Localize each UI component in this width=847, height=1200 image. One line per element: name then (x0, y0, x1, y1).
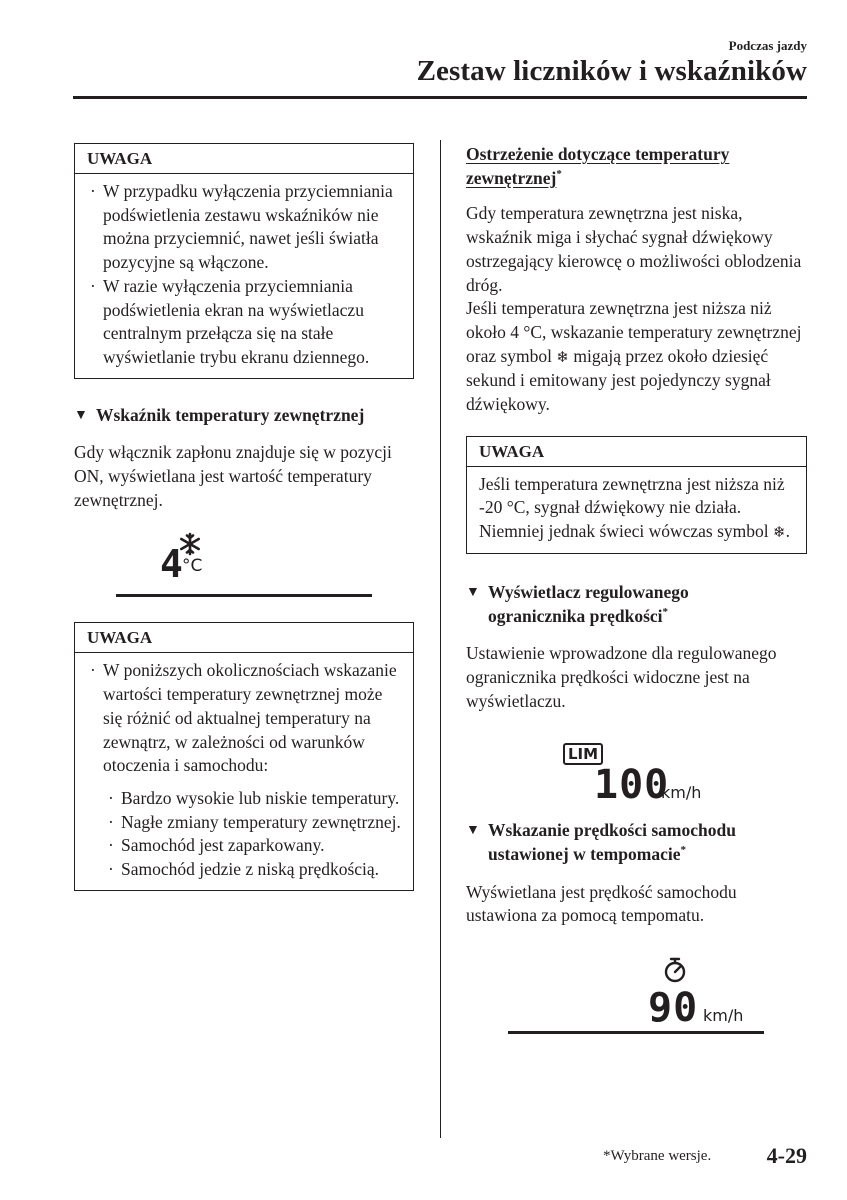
snowflake-icon: ❄ (773, 523, 786, 542)
note-subitem: · Nagłe zmiany temperatury zewnętrznej. (107, 811, 405, 835)
note-intro: · W poniższych okolicznościach wskazanie wartości temperatury zewnętrznej może się różnić od aktualnej temperatury na zewnątrz, w zależności od warunków otoczenia i samochodu: (89, 659, 405, 778)
note-subitem: · Samochód jest zaparkowany. (107, 834, 405, 858)
note-text: Jeśli temperatura zewnętrzna jest niższa niż -20 °C, sygnał dźwiękowy nie działa. Niemniej jednak świeci wówczas symbol ❄. (479, 473, 790, 542)
temperature-display (74, 512, 414, 602)
limiter-value: 100 (594, 762, 670, 809)
section-text: Gdy włącznik zapłonu znajduje się w pozycji ON, wyświetlana jest wartość temperatury zewnętrznej. (74, 442, 392, 510)
note-subitem: · Samochód jedzie z niską prędkością. (107, 858, 405, 882)
cruise-speed-display (466, 928, 807, 1038)
temperature-unit: °C (182, 556, 203, 577)
section-heading: ▼ Wskaźnik temperatury zewnętrznej (74, 404, 414, 428)
cruise-unit: km/h (703, 1006, 744, 1026)
warning-text-2: Jeśli temperatura zewnętrzna jest niższa niż około 4 °C, wskazanie temperatury zewnętrznej oraz symbol ❄ migają przez około dziesięć sekund i emitowany jest pojedynczy sygnał dźwiękowy. (466, 298, 802, 415)
left-column (74, 143, 414, 891)
section-heading: ▼ Wskazanie prędkości samochodu ustawionej w tempomacie* (466, 819, 807, 866)
page-title: Zestaw liczników i wskaźników (416, 55, 807, 87)
warning-text: Gdy temperatura zewnętrzna jest niska, wskaźnik miga i słychać sygnał dźwiękowy ostrzegający kierowcę o możliwości oblodzenia dróg. (466, 203, 802, 295)
speed-limiter-display (466, 713, 807, 813)
section-heading: ▼ Wyświetlacz regulowanego ogranicznika prędkości* (466, 581, 807, 628)
lim-badge: LIM (563, 743, 603, 765)
note-subitem: · Bardzo wysokie lub niskie temperatury. (107, 787, 405, 811)
note-box (74, 143, 414, 379)
speedometer-icon (662, 956, 688, 984)
page-number: 4-29 (766, 1143, 807, 1168)
note-box (74, 622, 414, 890)
note-item: · W przypadku wyłączenia przyciemniania podświetlenia zestawu wskaźników nie można przyciemnić, nawet jeśli światła pozycyjne są włączone. (89, 180, 405, 275)
header-section: Podczas jazdy (728, 38, 807, 53)
temperature-value: 4 (160, 542, 183, 587)
display-underline (508, 1031, 764, 1034)
note-item: · W razie wyłączenia przyciemniania podświetlenia ekran na wyświetlaczu centralnym przełącza się na stałe wyświetlanie trybu ekranu dziennego. (89, 275, 405, 370)
footnote: *Wybrane wersje. (603, 1148, 712, 1164)
header-rule (73, 96, 807, 99)
section-text: Ustawienie wprowadzone dla regulowanego ogranicznika prędkości widoczne jest na wyświetlaczu. (466, 643, 777, 711)
note-heading: UWAGA (467, 437, 806, 467)
section-text: Wyświetlana jest prędkość samochodu ustawiona za pomocą tempomatu. (466, 881, 737, 926)
note-heading: UWAGA (75, 144, 413, 174)
column-divider (440, 140, 441, 1138)
note-heading: UWAGA (75, 623, 413, 653)
note-box (466, 436, 807, 554)
limiter-unit: km/h (661, 783, 702, 803)
cruise-value: 90 (648, 985, 699, 1032)
warning-heading: Ostrzeżenie dotyczące temperatury zewnętrznej* (466, 144, 730, 188)
display-underline (116, 594, 372, 597)
right-column (466, 143, 807, 1038)
snowflake-icon: ❄ (556, 347, 569, 366)
